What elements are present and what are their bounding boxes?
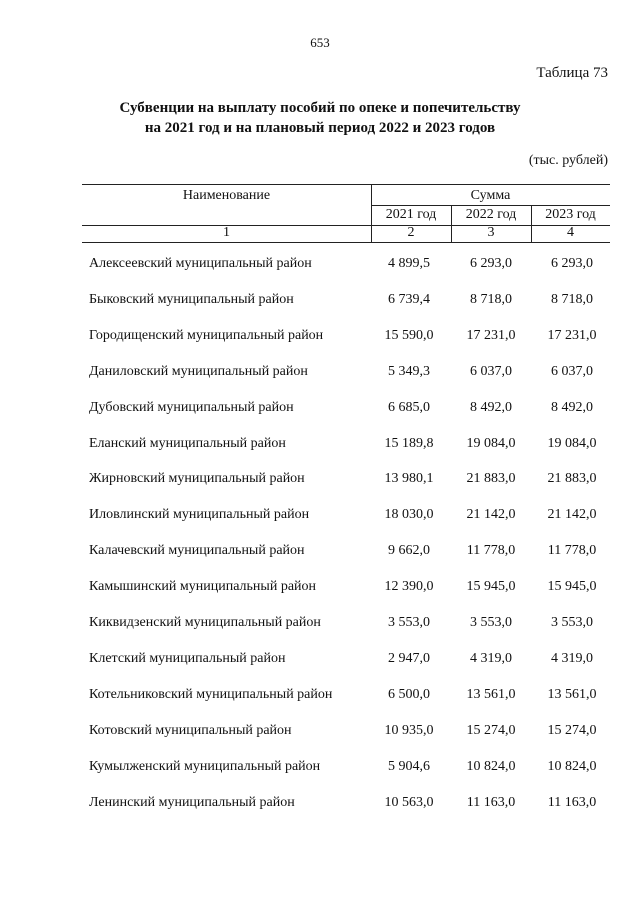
row-value-2023: 8 718,0 <box>551 291 593 307</box>
row-value-2022: 19 084,0 <box>466 435 516 451</box>
table-label: Таблица 73 <box>536 65 608 81</box>
table-row <box>0 759 640 779</box>
header-colnum-3: 3 <box>487 225 495 240</box>
header-year-rule <box>371 205 610 206</box>
row-value-2023: 11 163,0 <box>547 794 597 810</box>
table-row <box>0 579 640 599</box>
row-value-2021: 18 030,0 <box>384 507 434 523</box>
row-value-2021: 15 189,8 <box>384 435 434 451</box>
row-value-2022: 10 824,0 <box>466 758 516 774</box>
table-row <box>0 400 640 420</box>
table-row <box>0 364 640 384</box>
table-row <box>0 436 640 456</box>
row-name: Городищенский муниципальный район <box>89 327 324 343</box>
row-value-2023: 21 883,0 <box>547 471 597 487</box>
row-value-2021: 15 590,0 <box>384 327 434 343</box>
table-row <box>0 795 640 815</box>
table-row <box>0 471 640 491</box>
row-value-2023: 8 492,0 <box>551 399 593 415</box>
row-value-2023: 11 778,0 <box>547 543 597 559</box>
row-name: Даниловский муниципальный район <box>89 363 308 379</box>
row-value-2022: 6 293,0 <box>470 256 512 271</box>
row-value-2022: 15 945,0 <box>466 579 516 595</box>
row-name: Еланский муниципальный район <box>89 435 286 451</box>
row-value-2023: 3 553,0 <box>551 615 593 630</box>
row-value-2022: 21 142,0 <box>466 507 516 523</box>
table-row <box>0 687 640 707</box>
row-value-2021: 3 553,0 <box>388 615 430 630</box>
row-value-2023: 6 293,0 <box>551 256 593 271</box>
row-name: Котовский муниципальный район <box>89 722 292 738</box>
row-value-2021: 6 685,0 <box>388 399 430 415</box>
row-value-2023: 4 319,0 <box>551 650 593 666</box>
row-value-2023: 21 142,0 <box>547 507 597 523</box>
header-name: Наименование <box>182 188 271 203</box>
row-value-2021: 13 980,1 <box>384 471 434 487</box>
row-value-2021: 10 563,0 <box>384 794 434 810</box>
row-value-2023: 13 561,0 <box>547 686 597 702</box>
table-row <box>0 543 640 563</box>
header-year-2023: 2023 год <box>545 207 596 222</box>
row-value-2023: 6 037,0 <box>551 363 593 379</box>
row-name: Кумылженский муниципальный район <box>89 758 321 774</box>
row-value-2021: 6 739,4 <box>388 291 430 307</box>
row-value-2021: 12 390,0 <box>384 579 434 595</box>
row-value-2022: 6 037,0 <box>470 363 512 379</box>
row-value-2023: 15 274,0 <box>547 722 597 738</box>
row-value-2021: 4 899,5 <box>388 256 430 271</box>
row-value-2022: 15 274,0 <box>466 722 516 738</box>
row-value-2022: 8 492,0 <box>470 399 512 415</box>
row-value-2023: 10 824,0 <box>547 758 597 774</box>
row-value-2022: 11 778,0 <box>466 543 516 559</box>
row-value-2021: 5 349,3 <box>388 363 430 379</box>
row-name: Ленинский муниципальный район <box>89 794 295 810</box>
header-top-rule <box>82 184 610 185</box>
table-row <box>0 292 640 312</box>
row-value-2022: 11 163,0 <box>466 794 516 810</box>
row-name: Киквидзенский муниципальный район <box>89 615 321 630</box>
row-value-2022: 21 883,0 <box>466 471 516 487</box>
row-name: Камышинский муниципальный район <box>89 579 317 595</box>
page-number: 653 <box>310 35 330 50</box>
row-value-2022: 3 553,0 <box>470 615 512 630</box>
header-colnum-4: 4 <box>567 225 574 240</box>
header-sum: Сумма <box>470 188 511 203</box>
title-line-2: на 2021 год и на плановый период 2022 и 2023 годов <box>144 120 496 136</box>
row-name: Клетский муниципальный район <box>89 650 286 666</box>
row-name: Алексеевский муниципальный район <box>89 256 312 271</box>
row-value-2022: 4 319,0 <box>470 650 512 666</box>
table-title <box>0 98 640 138</box>
row-name: Жирновский муниципальный район <box>89 471 305 487</box>
row-value-2021: 10 935,0 <box>384 722 434 738</box>
header-year-2021: 2021 год <box>385 207 437 222</box>
title-line-1: Субвенции на выплату пособий по опеке и попечительству <box>119 100 521 116</box>
row-value-2021: 5 904,6 <box>388 758 430 774</box>
table-row <box>0 723 640 743</box>
row-value-2022: 17 231,0 <box>466 327 516 343</box>
row-name: Котельниковский муниципальный район <box>89 686 333 702</box>
row-value-2021: 9 662,0 <box>388 543 430 559</box>
row-name: Быковский муниципальный район <box>89 291 294 307</box>
table-row <box>0 256 640 276</box>
row-value-2022: 8 718,0 <box>470 291 512 307</box>
row-value-2023: 15 945,0 <box>547 579 597 595</box>
table-row <box>0 615 640 635</box>
header-colnum-1: 1 <box>223 225 230 240</box>
table-row <box>0 651 640 671</box>
header-colnum-2: 2 <box>407 225 415 240</box>
header-year-2022: 2022 год <box>465 207 517 222</box>
table-row <box>0 507 640 527</box>
row-value-2022: 13 561,0 <box>466 686 516 702</box>
row-value-2023: 17 231,0 <box>547 327 597 343</box>
row-name: Дубовский муниципальный район <box>89 399 294 415</box>
table-row <box>0 328 640 348</box>
row-value-2021: 2 947,0 <box>388 650 430 666</box>
units-label: (тыс. рублей) <box>528 153 608 168</box>
row-name: Калачевский муниципальный район <box>89 543 305 559</box>
row-value-2023: 19 084,0 <box>547 435 597 451</box>
row-value-2021: 6 500,0 <box>388 686 430 702</box>
header-bottom-rule <box>82 242 610 243</box>
row-name: Иловлинский муниципальный район <box>89 507 310 523</box>
